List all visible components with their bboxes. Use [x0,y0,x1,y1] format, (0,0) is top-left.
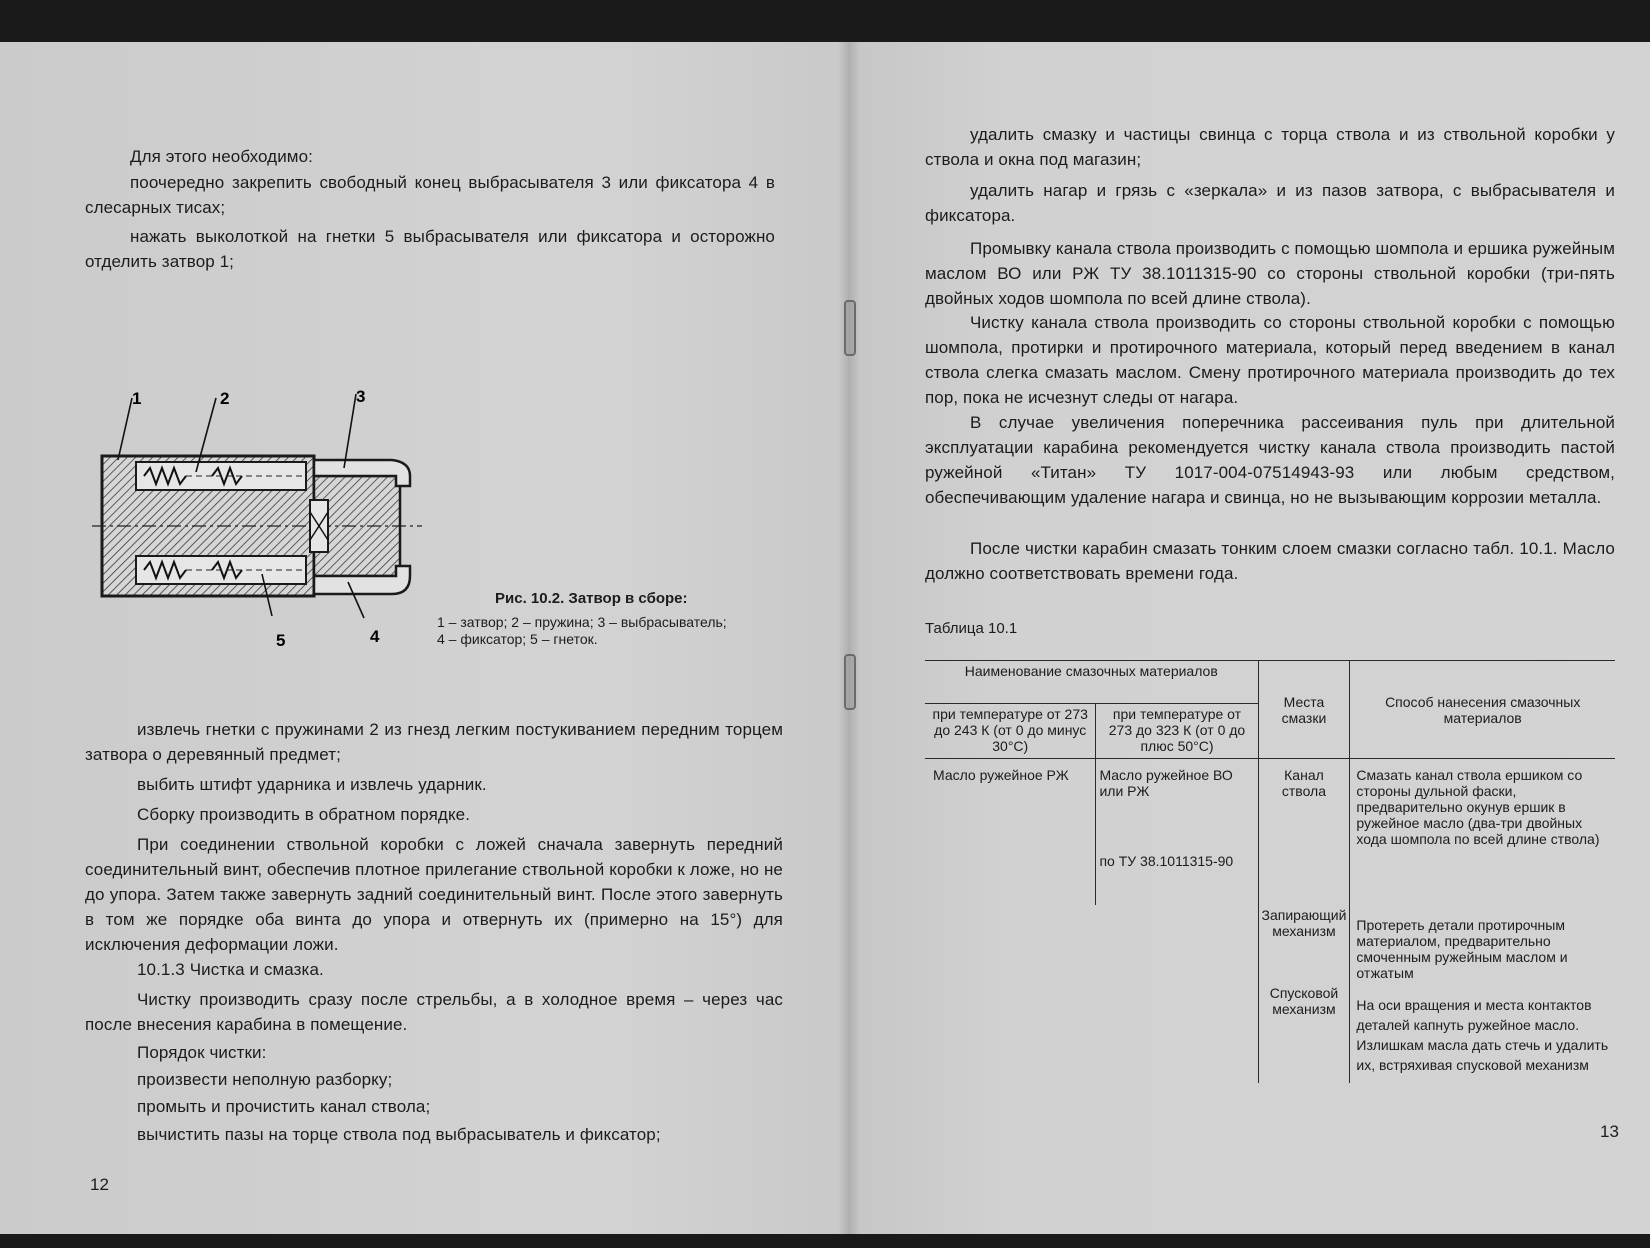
left-page [0,42,848,1234]
table-header-group: Наименование смазочных материалов [925,661,1258,704]
table-cell: Спусковой механизм [1258,983,1350,1083]
table-header-place: Места смазки [1258,661,1350,759]
table-cell: Масло ружейное РЖ [925,759,1096,850]
table-label: Таблица 10.1 [925,620,1018,637]
page-number: 13 [1600,1122,1619,1141]
table-cell-empty [1258,849,1350,905]
table-cell: Смазать канал ствола ершиком со стороны дульной фаски, предварительно окунув ершик в ружейное масло (два-три двойных хода шомпола по всей длине ствола) [1356,767,1600,847]
staple-bottom [844,654,856,710]
figure-caption-line: 1 – затвор; 2 – пружина; 3 – выбрасыватель; [437,614,727,630]
paragraph: Сборку производить в обратном порядке. [137,805,471,824]
table-cell-empty [925,905,1096,983]
table-cell-empty [1350,849,1615,905]
paragraph: поочередно закрепить свободный конец выбрасывателя 3 или фиксатора 4 в слесарных тисах; [85,173,775,217]
paragraph: выбить штифт ударника и извлечь ударник. [137,775,487,794]
figure-label-1: 1 [132,390,142,408]
figure-label-3: 3 [356,390,366,406]
table-cell: Запирающий механизм [1258,905,1350,983]
table-cell: Протереть детали протирочным материалом, предварительно смоченным ружейным маслом и отжатым [1356,917,1568,981]
table-cell-empty [1096,983,1258,1083]
table-header-method: Способ нанесения смазочных материалов [1350,661,1615,759]
figure-caption-line: 4 – фиксатор; 5 – гнеток. [437,631,598,647]
paragraph: удалить смазку и частицы свинца с торца ствола и из ствольной коробки у ствола и окна под магазин; [925,125,1615,169]
paragraph: нажать выколоткой на гнетки 5 выбрасывателя или фиксатора и осторожно отделить затвор 1; [85,227,775,271]
paragraph: При соединении ствольной коробки с ложей сначала завернуть передний соединительный винт, обеспечив плотное прилегание ствольной коробки к ложе, но не до упора. Затем также завернуть задний соединительный винт. После этого завернуть в том же порядке оба винта до упора и отвернуть их (примерно на 15°) для исключения деформации ложи. [85,835,783,954]
paragraph: В случае увеличения поперечника рассеивания пуль при длительной эксплуатации карабина рекомендуется чистку канала ствола производить пастой ружейной «Титан» ТУ 1017-004-07514943-93 или любым средством, обеспечивающим удаление нагара и свинца, но не вызывающим коррозии металла. [925,413,1615,507]
paragraph: Чистку канала ствола производить со стороны ствольной коробки с помощью шомпола, протирки и протирочного материала, который перед введением в канал ствола слегка смазать маслом. Смену протирочного материала производить до тех пор, пока не исчезнут следы от нагара. [925,313,1615,407]
page-number: 12 [90,1175,109,1194]
paragraph: Чистку производить сразу после стрельбы, а в холодное время – через час после внесения карабина в помещение. [85,990,783,1034]
figure-caption-title: Рис. 10.2. Затвор в сборе: [495,590,688,607]
lubrication-table [925,660,1615,1083]
table-cell-empty [1096,905,1258,983]
section-heading: 10.1.3 Чистка и смазка. [137,960,324,979]
book-gutter [838,42,860,1234]
paragraph: извлечь гнетки с пружинами 2 из гнезд легким постукиванием передним торцем затвора о деревянный предмет; [85,720,783,764]
figure-label-2: 2 [220,390,230,408]
paragraph: удалить нагар и грязь с «зеркала» и из пазов затвора, с выбрасывателя и фиксатора. [925,181,1615,225]
paragraph: Промывку канала ствола производить с помощью шомпола и ершика ружейным маслом ВО или РЖ ТУ 38.1011315-90 со стороны ствольной коробки (три-пять двойных ходов шомпола по всей длине ствола). [925,239,1615,308]
table-cell-empty [925,849,1096,905]
table-header-high-temp: при температуре от 273 до 323 К (от 0 до плюс 50°С) [1096,704,1258,759]
figure-label-4: 4 [370,627,380,646]
paragraph: После чистки карабин смазать тонким слоем смазки согласно табл. 10.1. Масло должно соответствовать времени года. [925,539,1615,583]
figure-label-5: 5 [276,631,286,650]
paragraph: Порядок чистки: [137,1043,267,1062]
table-cell-empty [925,983,1096,1083]
table-header-low-temp: при температуре от 273 до 243 К (от 0 до минус 30°С) [925,704,1096,759]
table-cell: На оси вращения и места контактов деталей капнуть ружейное масло. Излишкам масла дать стечь и удалить их, встряхивая спусковой механизм [1356,997,1609,1073]
table-cell: Канал ствола [1258,759,1350,850]
book-spread [0,42,1650,1234]
bolt-assembly-figure [92,390,432,652]
paragraph: произвести неполную разборку; [137,1070,393,1089]
paragraph: вычистить пазы на торце ствола под выбрасыватель и фиксатор; [137,1125,661,1144]
table-cell: по ТУ 38.1011315-90 [1096,849,1258,905]
paragraph: промыть и прочистить канал ствола; [137,1097,431,1116]
table-cell: Масло ружейное ВО или РЖ [1096,759,1258,850]
paragraph: Для этого необходимо: [130,147,313,166]
staple-top [844,300,856,356]
